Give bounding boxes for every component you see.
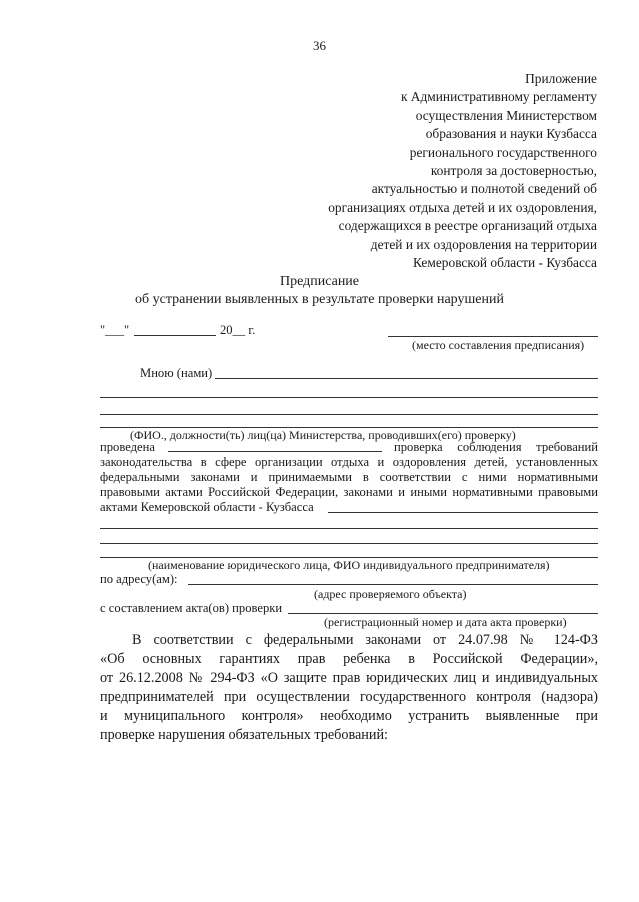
conducted-word: проведена bbox=[100, 440, 155, 454]
conducted-line: законодательства в сфере организации отдыха и оздоровления детей, установленных bbox=[100, 455, 598, 469]
blank-line bbox=[100, 414, 598, 415]
conducted-line: федеральными законами и принимаемыми в соответствии с ними нормативными bbox=[100, 470, 598, 484]
document-subtitle: об устранении выявленных в результате проверки нарушений bbox=[135, 292, 504, 307]
conducted-blank bbox=[168, 451, 382, 452]
conducted-line: правовыми актами Российской Федерации, законами и иными нормативными правовыми bbox=[100, 485, 598, 499]
appendix-line: регионального государственного bbox=[409, 144, 597, 160]
body-line: «Об основных гарантиях прав ребенка в Российской Федерации», bbox=[100, 651, 598, 667]
appendix-line: контроля за достоверностью, bbox=[430, 163, 597, 179]
conducted-rest: проверка соблюдения требований bbox=[394, 440, 598, 454]
body-line: В соответствии с федеральными законами от 24.07.98 № 124-ФЗ bbox=[132, 632, 598, 648]
appendix-line: Приложение bbox=[525, 71, 597, 86]
appendix-line: образования и науки Кузбасса bbox=[425, 126, 597, 142]
body-line: предпринимателей при осуществлении государственного контроля (надзора) bbox=[100, 689, 598, 705]
body-line: от 26.12.2008 № 294-ФЗ «О защите прав юридических лиц и индивидуальных bbox=[100, 670, 598, 686]
appendix-header bbox=[267, 70, 597, 272]
place-caption: (место составления предписания) bbox=[412, 338, 585, 352]
body-line: и муниципального контроля» необходимо устранить выявленные при bbox=[100, 708, 598, 724]
date-day: "___" bbox=[100, 323, 130, 337]
address-label: по адресу(ам): bbox=[100, 572, 178, 586]
blank-line bbox=[100, 397, 598, 398]
act-label: с составлением акта(ов) проверки bbox=[100, 601, 283, 615]
conducted-line: актами Кемеровской области - Кузбасса bbox=[100, 500, 314, 514]
act-blank bbox=[288, 613, 598, 614]
document-title: Предписание bbox=[279, 274, 360, 289]
appendix-line: организациях отдыха детей и их оздоровления, bbox=[328, 199, 597, 215]
place-blank bbox=[388, 336, 598, 337]
act-caption: (регистрационный номер и дата акта проверки) bbox=[324, 615, 567, 629]
appendix-line: содержащихся в реестре организаций отдыха bbox=[338, 218, 597, 234]
fio-caption: (ФИО., должности(ть) лиц(ца) Министерства, проводивших(его) проверку) bbox=[130, 428, 516, 442]
body-last-line: проверке нарушения обязательных требований: bbox=[100, 727, 388, 743]
appendix-line: осуществления Министерством bbox=[415, 107, 597, 123]
blank-line bbox=[100, 528, 598, 529]
by-me-blank bbox=[215, 378, 598, 379]
entity-blank bbox=[328, 512, 598, 513]
appendix-line: актуальностью и полнотой сведений об bbox=[371, 181, 597, 197]
page-number: 36 bbox=[313, 38, 326, 53]
appendix-line: к Административному регламенту bbox=[400, 89, 597, 105]
date-month-blank bbox=[134, 335, 216, 336]
entity-caption: (наименование юридического лица, ФИО индивидуального предпринимателя) bbox=[148, 558, 550, 572]
blank-line bbox=[100, 543, 598, 544]
appendix-line: детей и их оздоровления на территории bbox=[370, 236, 597, 252]
address-blank bbox=[188, 584, 598, 585]
address-caption: (адрес проверяемого объекта) bbox=[314, 587, 467, 601]
date-year: 20__ г. bbox=[220, 323, 256, 337]
appendix-line: Кемеровской области - Кузбасса bbox=[413, 255, 597, 271]
by-me-label: Мною (нами) bbox=[140, 366, 213, 380]
